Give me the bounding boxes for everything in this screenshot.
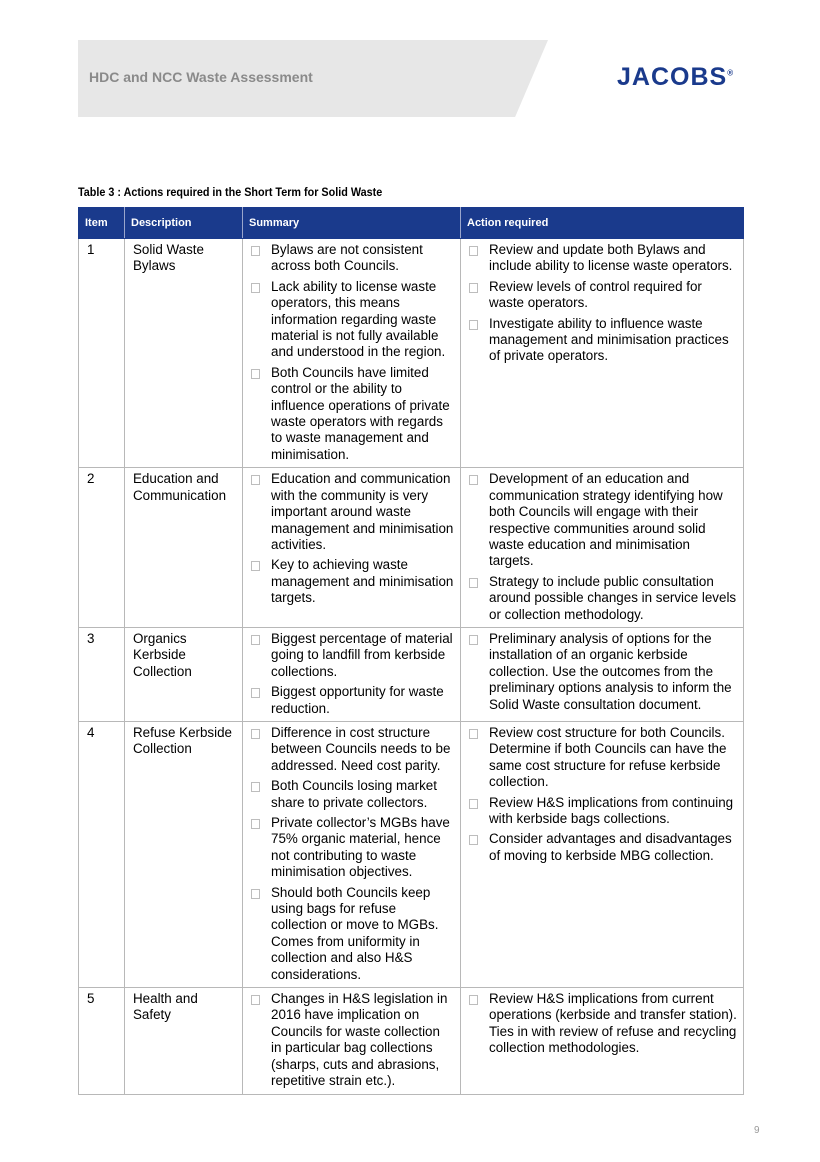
item-cell: 5 — [79, 988, 125, 1094]
bullet-box-icon — [469, 799, 478, 809]
bullet-item — [251, 778, 454, 811]
bullet-text: Review levels of control required for waste operators. — [489, 278, 702, 311]
item-cell: 3 — [79, 627, 125, 721]
bullet-list — [469, 631, 737, 713]
bullet-list — [251, 242, 454, 463]
bullet-text: Review H&S implications from current operations (kerbside and transfer station). Ties in with review of refuse and recycling collection methodologies. — [489, 991, 737, 1056]
actions-table — [78, 207, 744, 1095]
bullet-list — [251, 991, 454, 1089]
bullet-box-icon — [251, 729, 260, 739]
bullet-text: Both Councils have limited control or the ability to influence operations of private waste operators with regards to waste management and minimisation. — [271, 364, 450, 462]
bullet-item — [251, 557, 454, 606]
bullet-box-icon — [469, 320, 478, 330]
bullet-item — [469, 279, 737, 312]
bullet-box-icon — [251, 819, 260, 829]
bullet-text: Review cost structure for both Councils. Determine if both Councils can have the same cost structure for refuse kerbside collection. — [489, 724, 727, 790]
bullet-text: Development of an education and communication strategy identifying how both Councils will engage with their respective communities around solid waste education and minimisation targets. — [489, 471, 723, 569]
bullet-box-icon — [251, 782, 260, 792]
bullet-text: Changes in H&S legislation in 2016 have implication on Councils for waste collection in particular bag collections (sharps, cuts and abrasions, repetitive strain etc.). — [271, 991, 448, 1089]
summary-cell — [243, 239, 461, 468]
bullet-box-icon — [469, 635, 478, 645]
bullet-list — [469, 242, 737, 365]
action-required-cell — [461, 988, 744, 1094]
bullet-box-icon — [251, 369, 260, 379]
bullet-text: Consider advantages and disadvantages of moving to kerbside MBG collection. — [489, 831, 732, 863]
bullet-item — [469, 631, 737, 713]
description-cell: Health and Safety — [125, 988, 243, 1094]
bullet-text: Key to achieving waste management and minimisation targets. — [271, 557, 454, 606]
table-row — [79, 627, 744, 721]
bullet-item — [251, 815, 454, 881]
bullet-item — [251, 365, 454, 463]
bullet-text: Bylaws are not consistent across both Councils. — [271, 242, 423, 274]
bullet-item — [251, 684, 454, 717]
logo-text: JACOBS — [617, 63, 728, 91]
bullet-list — [251, 725, 454, 983]
summary-cell — [243, 988, 461, 1094]
bullet-item — [469, 574, 737, 623]
table-row — [79, 988, 744, 1094]
bullet-list — [469, 471, 737, 623]
bullet-item — [251, 885, 454, 983]
bullet-text: Biggest percentage of material going to landfill from kerbside collections. — [271, 630, 453, 679]
description-cell: Organics Kerbside Collection — [125, 627, 243, 721]
bullet-box-icon — [251, 246, 260, 256]
registered-mark: ® — [727, 68, 734, 78]
jacobs-logo — [617, 63, 733, 92]
bullet-item — [251, 631, 454, 680]
bullet-box-icon — [469, 578, 478, 588]
summary-cell — [243, 627, 461, 721]
bullet-text: Strategy to include public consultation around possible changes in service levels or collection methodology. — [489, 573, 737, 622]
bullet-text: Both Councils losing market share to private collectors. — [271, 778, 437, 810]
action-required-cell — [461, 627, 744, 721]
table-caption: Table 3 : Actions required in the Short Term for Solid Waste — [78, 185, 383, 199]
bullet-box-icon — [469, 835, 478, 845]
bullet-text: Preliminary analysis of options for the installation of an organic kerbside collection. Use the outcomes from the preliminary options analysis to inform the Solid Waste consultation document. — [489, 630, 732, 712]
description-cell: Solid Waste Bylaws — [125, 239, 243, 468]
action-required-cell — [461, 239, 744, 468]
bullet-item — [469, 471, 737, 569]
bullet-text: Private collector’s MGBs have 75% organic material, hence not contributing to waste minimisation objectives. — [271, 815, 450, 880]
bullet-list — [469, 725, 737, 864]
page-number: 9 — [754, 1125, 760, 1136]
bullet-item — [251, 471, 454, 553]
bullet-item — [469, 316, 737, 365]
bullet-item — [469, 991, 737, 1057]
bullet-item — [251, 725, 454, 774]
bullet-item — [251, 991, 454, 1089]
table-header-row — [79, 208, 744, 239]
bullet-item — [469, 831, 737, 864]
action-required-cell — [461, 721, 744, 987]
bullet-text: Difference in cost structure between Councils needs to be addressed. Need cost parity. — [271, 724, 451, 773]
bullet-box-icon — [469, 283, 478, 293]
description-cell: Refuse Kerbside Collection — [125, 721, 243, 987]
table-row — [79, 468, 744, 628]
description-cell: Education and Communication — [125, 468, 243, 628]
bullet-box-icon — [251, 889, 260, 899]
bullet-box-icon — [251, 475, 260, 485]
bullet-box-icon — [251, 283, 260, 293]
bullet-list — [251, 471, 454, 606]
bullet-box-icon — [469, 995, 478, 1005]
bullet-box-icon — [469, 475, 478, 485]
bullet-box-icon — [251, 995, 260, 1005]
table-row — [79, 239, 744, 468]
item-cell: 1 — [79, 239, 125, 468]
bullet-box-icon — [251, 688, 260, 698]
bullet-text: Biggest opportunity for waste reduction. — [271, 684, 444, 716]
column-header-summary: Summary — [243, 208, 461, 239]
bullet-text: Lack ability to license waste operators, this means information regarding waste material is not fully available and understood in the region. — [271, 278, 446, 360]
item-cell: 2 — [79, 468, 125, 628]
column-header-item: Item — [79, 208, 125, 239]
bullet-text: Review and update both Bylaws and include ability to license waste operators. — [489, 242, 733, 274]
bullet-text: Review H&S implications from continuing with kerbside bags collections. — [489, 794, 734, 826]
bullet-item — [469, 242, 737, 275]
item-cell: 4 — [79, 721, 125, 987]
column-header-action-required: Action required — [461, 208, 744, 239]
column-header-description: Description — [125, 208, 243, 239]
bullet-list — [469, 991, 737, 1057]
bullet-box-icon — [251, 635, 260, 645]
bullet-text: Investigate ability to influence waste management and minimisation practices of private operators. — [489, 315, 729, 364]
bullet-text: Should both Councils keep using bags for refuse collection or move to MGBs. Comes from uniformity in collection and also H&S considerations. — [271, 884, 439, 982]
bullet-item — [469, 795, 737, 828]
table-row — [79, 721, 744, 987]
bullet-box-icon — [469, 246, 478, 256]
bullet-item — [251, 279, 454, 361]
bullet-text: Education and communication with the community is very important around waste management and minimisation activities. — [271, 471, 454, 552]
bullet-item — [251, 242, 454, 275]
action-required-cell — [461, 468, 744, 628]
bullet-box-icon — [251, 561, 260, 571]
table-body — [79, 239, 744, 1095]
summary-cell — [243, 721, 461, 987]
bullet-item — [469, 725, 737, 791]
summary-cell — [243, 468, 461, 628]
bullet-list — [251, 631, 454, 717]
document-title: HDC and NCC Waste Assessment — [89, 69, 313, 85]
bullet-box-icon — [469, 729, 478, 739]
